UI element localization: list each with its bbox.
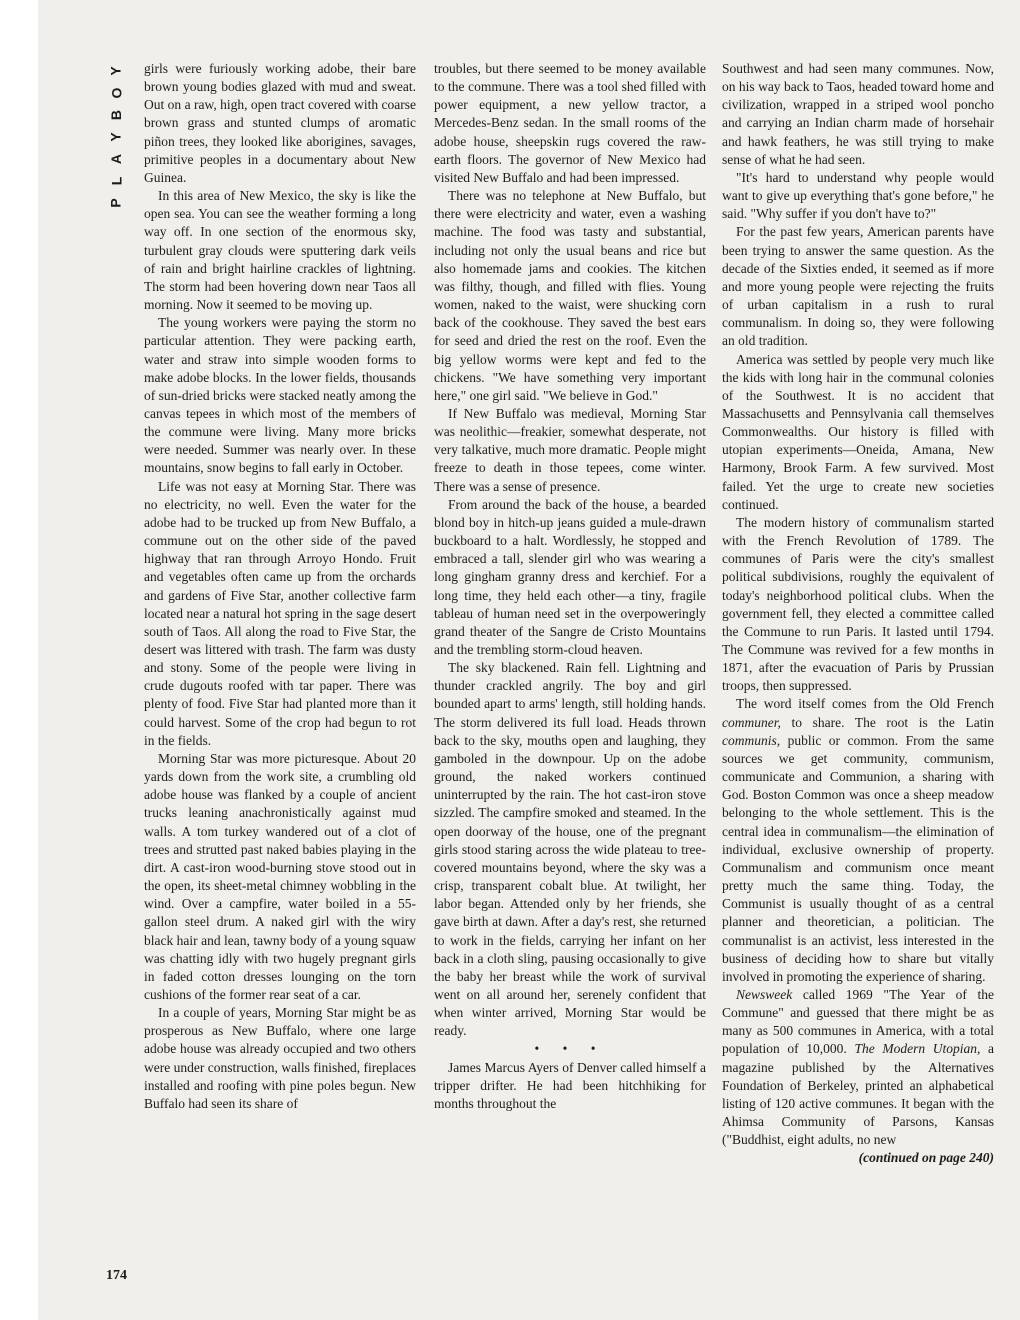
paragraph: In this area of New Mexico, the sky is like the open sea. You can see the weather forming a long way off. In one section of the enormous sky, turbulent gray clouds were sputtering dark veils of rain and bright hairline crackles of lightning. The storm had been hovering down near Taos all morning. Now it seemed to be moving up. (144, 188, 416, 313)
masthead-letter: A (108, 153, 124, 165)
paragraph: The young workers were paying the storm no particular attention. They were packing earth, water and straw into simple wooden forms to make adobe blocks. In the lower fields, thousands of sun-dried bricks were stacked neatly among the canvas tepees in which most of the members of the commune were living. Many more bricks were needed. Summer was nearly over. In these mountains, snow begins to fall early in October. (144, 315, 416, 476)
paragraph: Life was not easy at Morning Star. There was no electricity, no well. Even the water for the adobe had to be trucked up from New Buffalo, a commune out on the other side of the paved highway that ran through Arroyo Hondo. Fruit and vegetables often came up from the orchards and gardens of Five Star, another collective farm located near a natural hot spring in the sage desert south of Taos. All along the road to Five Star, the desert was littered with trash. The farm was dusty and stony. Some of the people were living in crude dugouts roofed with tar paper. There was plenty of food. Five Star had planted more than it could harvest. Some of the crop had begun to rot in the fields. (144, 478, 416, 748)
text-run: The word itself comes from the Old French (736, 696, 994, 712)
text-run: a magazine published by the Alternatives Foundation of Berkeley, printed an alphabetical listing of 120 active communes. It began with the Ahimsa Community of Parsons, Kansas ("Buddhist, eight adults, no new (722, 1041, 994, 1148)
paragraph: The sky blackened. Rain fell. Lightning and thunder crackled angrily. The boy and girl bounded apart to arms' length, still holding hands. The storm delivered its full load. Heads thrown back to the sky, mouths open and laughing, they gamboled in the downpour. Up on the adobe ground, the naked workers continued uninterrupted by the rain. The hot cast-iron stove sizzled. The campfire smoked and steamed. In the open doorway of the house, one of the pregnant girls stood staring across the wide plateau to tree-covered mountains beyond, where the sky was a crisp, transparent cobalt blue. At twilight, her labor began. Attended only by her friends, she gave birth at dawn. After a day's rest, she returned to work in the fields, carrying her infant on her back in a cloth sling, pausing occasionally to give the baby her breast while the work of survival went on all around her, serenely confident that when winter arrived, Morning Star would be ready. (434, 660, 706, 1039)
section-divider: • • • (534, 1041, 606, 1057)
text-run: to share. The root is the Latin (780, 714, 994, 730)
paragraph: troubles, but there seemed to be money available to the commune. There was a tool shed filled with power equipment, a new yellow tractor, a Mercedes-Benz sedan. In the small rooms of the adobe house, sheepskin rugs covered the raw-earth floors. The governor of New Mexico had visited New Buffalo and had been impressed. (434, 61, 706, 185)
continued-note: (continued on page 240) (858, 1150, 994, 1166)
masthead-letter: L (108, 176, 124, 186)
text-run: public or common. From the same sources we get community, communism, communicate and Communion, a sharing with God. Boston Common was once a sheep meadow belonging to the whole settlement. This is the central idea in communalism—the elimination of individual, exclusive ownership of property. Communalism and communism once meant pretty much the same thing. Today, the Communist is usually thought of as a central planner and theoretician, a politician. The communalist is an activist, less interested in the business of deciding how to share but vitally involved in promoting the experience of sharing. (722, 732, 994, 984)
paragraph: James Marcus Ayers of Denver called himself a tripper drifter. He had been hitchhiking for months throughout the (434, 1059, 706, 1111)
masthead-letter: O (107, 87, 124, 99)
italic-title: The Modern Utopian, (854, 1041, 981, 1057)
masthead-letter: Y (108, 66, 124, 76)
italic-word: communer, (722, 714, 781, 730)
article-column-3 (722, 60, 994, 1300)
masthead-letter: P (108, 198, 124, 208)
paragraph: "It's hard to understand why people would want to give up everything that's gone before," he said. "Why suffer if you don't have to?" (722, 169, 994, 222)
article-column-2 (434, 60, 706, 1300)
article-column-1 (144, 60, 416, 1300)
paragraph: America was settled by people very much like the kids with long hair in the communal colonies of the Southwest. It is no accident that Massachusetts and Pennsylvania call themselves Commonwealths. Our history is filled with utopian experiments—Oneida, Amana, New Harmony, Brook Farm. A few survived. Most failed. Yet the urge to create new societies continued. (722, 351, 994, 512)
paragraph (722, 986, 994, 1149)
paragraph: girls were furiously working adobe, their bare brown young bodies glazed with mud and sweat. Out on a raw, high, open tract covered with coarse brown grass and stunted clumps of aromatic piñon trees, they looked like aborigines, savages, primitive peoples in a documentary about New Guinea. (144, 61, 416, 185)
paragraph (722, 695, 994, 986)
paragraph: If New Buffalo was medieval, Morning Star was neolithic—freakier, somewhat desperate, not very talkative, much more dramatic. People might freeze to death in those tepees, come winter. There was a sense of presence. (434, 405, 706, 494)
paragraph: For the past few years, American parents have been trying to answer the same question. As the decade of the Sixties ended, it seemed as if more and more young people were rejecting the fruits of urban capitalism in a rush to rural communalism. In doing so, they were following an old tradition. (722, 224, 994, 349)
masthead-spine (106, 60, 126, 214)
magazine-page (38, 0, 1020, 1320)
paragraph: Morning Star was more picturesque. About 20 yards down from the work site, a crumbling old adobe house was flanked by a couple of ancient trucks leaning anachronistically against mud walls. A tom turkey wandered out of a clot of trees and strutted past naked babies playing in the dirt. A cast-iron wood-burning stove stood out in the open, its sheet-metal chimney wobbling in the wind. Over a campfire, water boiled in a 55-gallon steel drum. A naked girl with the wiry black hair and lean, tawny body of a young squaw was chatting idly with two hugely pregnant girls in faded cotton dresses lounging on the torn cushions of the former rear seat of a car. (144, 750, 416, 1002)
paragraph: The modern history of communalism started with the French Revolution of 1789. The communes of Paris were the city's smallest political subdivisions, roughly the equivalent of today's neighborhood political clubs. When the government fell, they elected a committee called the Commune to run Paris. It lasted until 1794. The Commune was revived for a few months in 1871, after the evacuation of Paris by Prussian troops, then suppressed. (722, 514, 994, 694)
paragraph: From around the back of the house, a bearded blond boy in hitch-up jeans guided a mule-drawn buckboard to a halt. Wordlessly, he stopped and embraced a tall, slender girl who was wearing a long gingham granny dress and kerchief. For a long time, they held each other—a tiny, fragile tableau of human need set in the overpoweringly grand theater of the Sangre de Cristo Mountains and the trembling storm-cloud heaven. (434, 496, 706, 657)
paragraph: In a couple of years, Morning Star might be as prosperous as New Buffalo, where one large adobe house was already occupied and two others were under construction, walls finished, fireplaces installed and roofing with pine poles begun. New Buffalo had seen its share of (144, 1005, 416, 1111)
masthead-letter: Y (108, 132, 124, 142)
italic-word: communis, (722, 732, 781, 748)
masthead-letter: B (108, 109, 124, 121)
italic-title: Newsweek (736, 986, 793, 1002)
page-number: 174 (106, 1268, 127, 1283)
paragraph: There was no telephone at New Buffalo, but there were electricity and water, even a washing machine. The food was tasty and substantial, including not only the usual beans and rice but also homemade jams and cookies. The kitchen was filthy, though, and filled with flies. Young women, naked to the waist, were shucking corn back of the cookhouse. They saved the best ears for seed and dried the rest on the roof. Even the big yellow worms were kept and fed to the chickens. "We have something very important here," one girl said. "We believe in God." (434, 188, 706, 403)
text-run: called 1969 "The Year of the Commune" and guessed that there might be as many as 500 communes in America, with a total population of 10,000. (722, 986, 994, 1057)
paragraph: Southwest and had seen many communes. Now, on his way back to Taos, headed toward home and civilization, wrapped in a striped wool poncho and carrying an Indian charm made of horsehair and hawk feathers, he was still trying to make sense of what he had seen. (722, 61, 994, 167)
